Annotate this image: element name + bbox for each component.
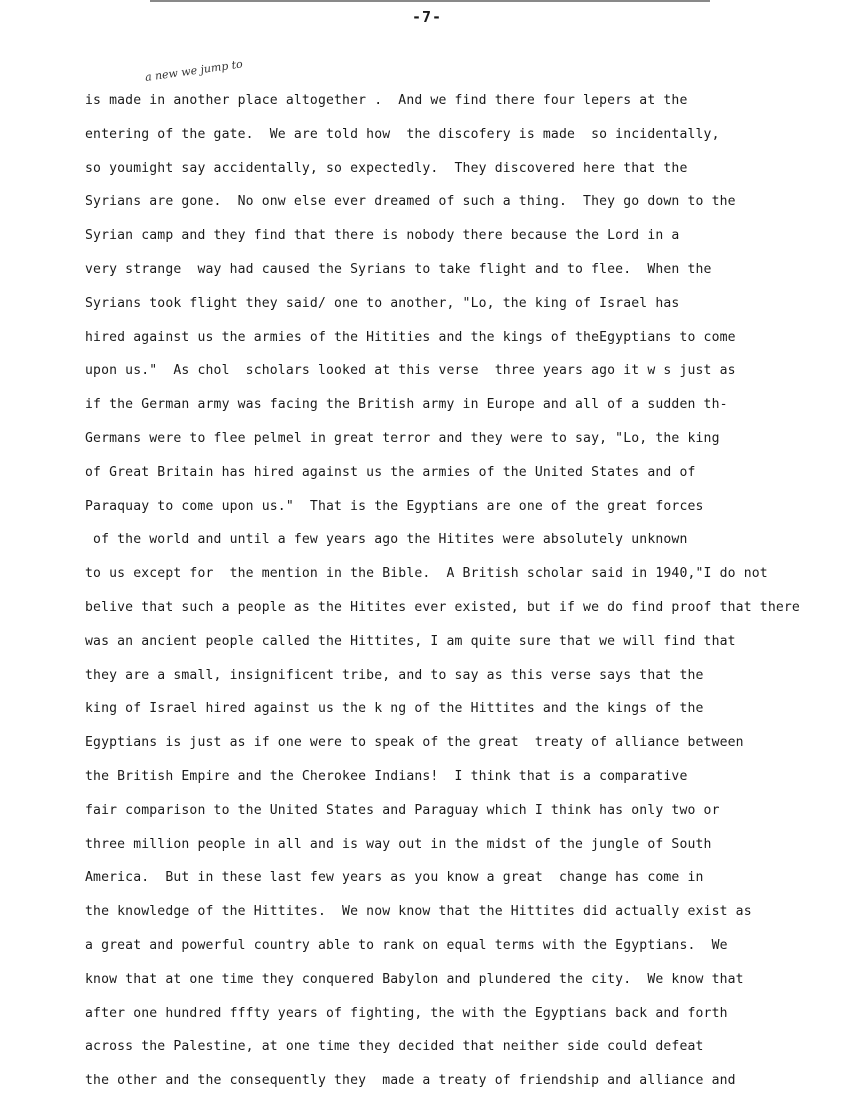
text-line: entering of the gate. We are told how the discofery is made so incidentally, xyxy=(85,126,720,142)
text-line: so youmight say accidentally, so expectedly. They discovered here that the xyxy=(85,160,688,176)
text-line: king of Israel hired against us the k ng of the Hittites and the kings of the xyxy=(85,701,704,717)
text-line: America. But in these last few years as you know a great change has come in xyxy=(85,870,704,886)
text-line: very strange way had caused the Syrians to take flight and to flee. When the xyxy=(85,261,712,277)
text-line: Syrian camp and they find that there is nobody there because the Lord in a xyxy=(85,228,680,244)
text-line: upon us." As chol scholars looked at this verse three years ago it w s just as xyxy=(85,363,736,379)
text-line: belive that such a people as the Hitites ever existed, but if we do find proof that there xyxy=(85,599,800,615)
text-line: hired against us the armies of the Hitities and the kings of theEgyptians to come xyxy=(85,329,736,345)
text-line: to us except for the mention in the Bible. A British scholar said in 1940,"I do not xyxy=(85,566,768,582)
typed-text-body xyxy=(85,90,825,1104)
text-line: the British Empire and the Cherokee Indians! I think that is a comparative xyxy=(85,768,688,784)
text-line: the other and the consequently they made a treaty of friendship and alliance and xyxy=(85,1073,736,1089)
text-line: of the world and until a few years ago the Hitites were absolutely unknown xyxy=(85,532,688,548)
text-line: Paraquay to come upon us." That is the Egyptians are one of the great forces xyxy=(85,498,704,514)
text-line: Egyptians is just as if one were to speak of the great treaty of alliance between xyxy=(85,735,744,751)
text-line: is made in another place altogether . And we find there four lepers at the xyxy=(85,93,688,108)
text-line: after one hundred fffty years of fighting, the with the Egyptians back and forth xyxy=(85,1005,728,1021)
text-line: of Great Britain has hired against us the armies of the United States and of xyxy=(85,464,696,480)
page-number: -7- xyxy=(412,8,443,26)
text-line: Germans were to flee pelmel in great terror and they were to say, "Lo, the king xyxy=(85,430,720,446)
text-line: three million people in all and is way out in the midst of the jungle of South xyxy=(85,836,712,852)
text-line: Syrians took flight they said/ one to another, "Lo, the king of Israel has xyxy=(85,295,680,311)
text-line: across the Palestine, at one time they decided that neither side could defeat xyxy=(85,1039,704,1055)
text-line: was an ancient people called the Hittites, I am quite sure that we will find that xyxy=(85,633,736,649)
text-line: a great and powerful country able to rank on equal terms with the Egyptians. We xyxy=(85,937,728,953)
top-edge-rule xyxy=(150,0,710,2)
text-line: Syrians are gone. No onw else ever dreamed of such a thing. They go down to the xyxy=(85,194,736,210)
text-line: fair comparison to the United States and Paraguay which I think has only two or xyxy=(85,802,720,818)
text-line: if the German army was facing the British army in Europe and all of a sudden th- xyxy=(85,397,728,413)
handwritten-annotation: a new we jump to xyxy=(144,57,244,84)
text-line: the knowledge of the Hittites. We now know that the Hittites did actually exist as xyxy=(85,904,752,920)
text-line: they are a small, insignificent tribe, and to say as this verse says that the xyxy=(85,667,704,683)
text-line: know that at one time they conquered Babylon and plundered the city. We know that xyxy=(85,971,744,987)
